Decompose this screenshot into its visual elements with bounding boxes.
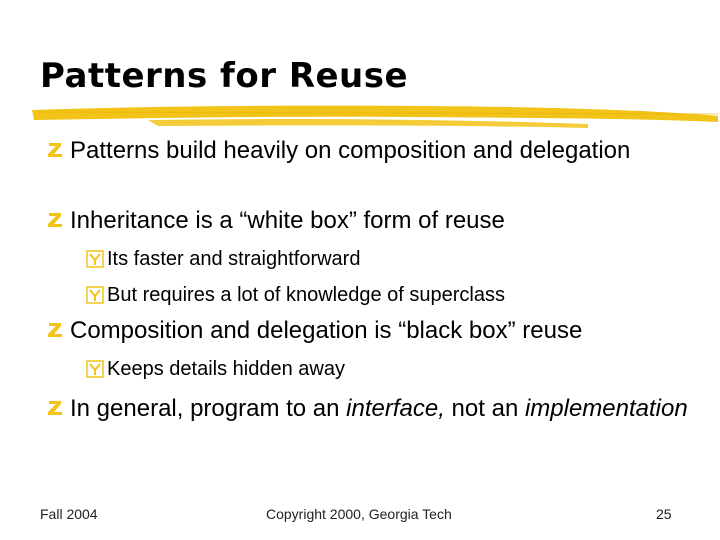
footer-page-number: 25 [656,506,672,522]
bullet-text: Composition and delegation is “black box” reuse [70,317,583,344]
z-bullet-icon [46,397,66,417]
bullet-item [46,206,690,236]
slide-title: Patterns for Reuse [40,56,409,96]
y-bullet-icon [86,360,104,378]
y-bullet-icon [86,250,104,268]
bullet-text [70,394,690,424]
sub-bullet-item [86,356,345,382]
footer-date: Fall 2004 [40,506,98,522]
bullet-item [46,394,690,424]
bullet-text: Patterns build heavily on composition and delegation [70,137,631,164]
y-bullet-icon [86,286,104,304]
bullet-text-part: In general, program to an [70,395,347,422]
sub-bullet-text: Keeps details hidden away [107,358,345,380]
sub-bullet-item [86,282,505,308]
sub-bullet-text: Its faster and straightforward [107,248,361,270]
bullet-item [46,136,690,166]
z-bullet-icon [46,209,66,229]
footer-copyright: Copyright 2000, Georgia Tech [266,506,452,522]
sub-bullet-text: But requires a lot of knowledge of superclass [107,284,505,306]
bullet-item [46,316,690,346]
z-bullet-icon [46,319,66,339]
z-bullet-icon [46,139,66,159]
bullet-text: Inheritance is a “white box” form of reuse [70,207,505,234]
sub-bullet-item [86,246,360,272]
title-underline-brushstroke [28,96,720,134]
bullet-text-emphasis: implementation [524,395,688,422]
bullet-text-emphasis: interface, [346,395,445,422]
bullet-text-part: not an [444,395,525,422]
